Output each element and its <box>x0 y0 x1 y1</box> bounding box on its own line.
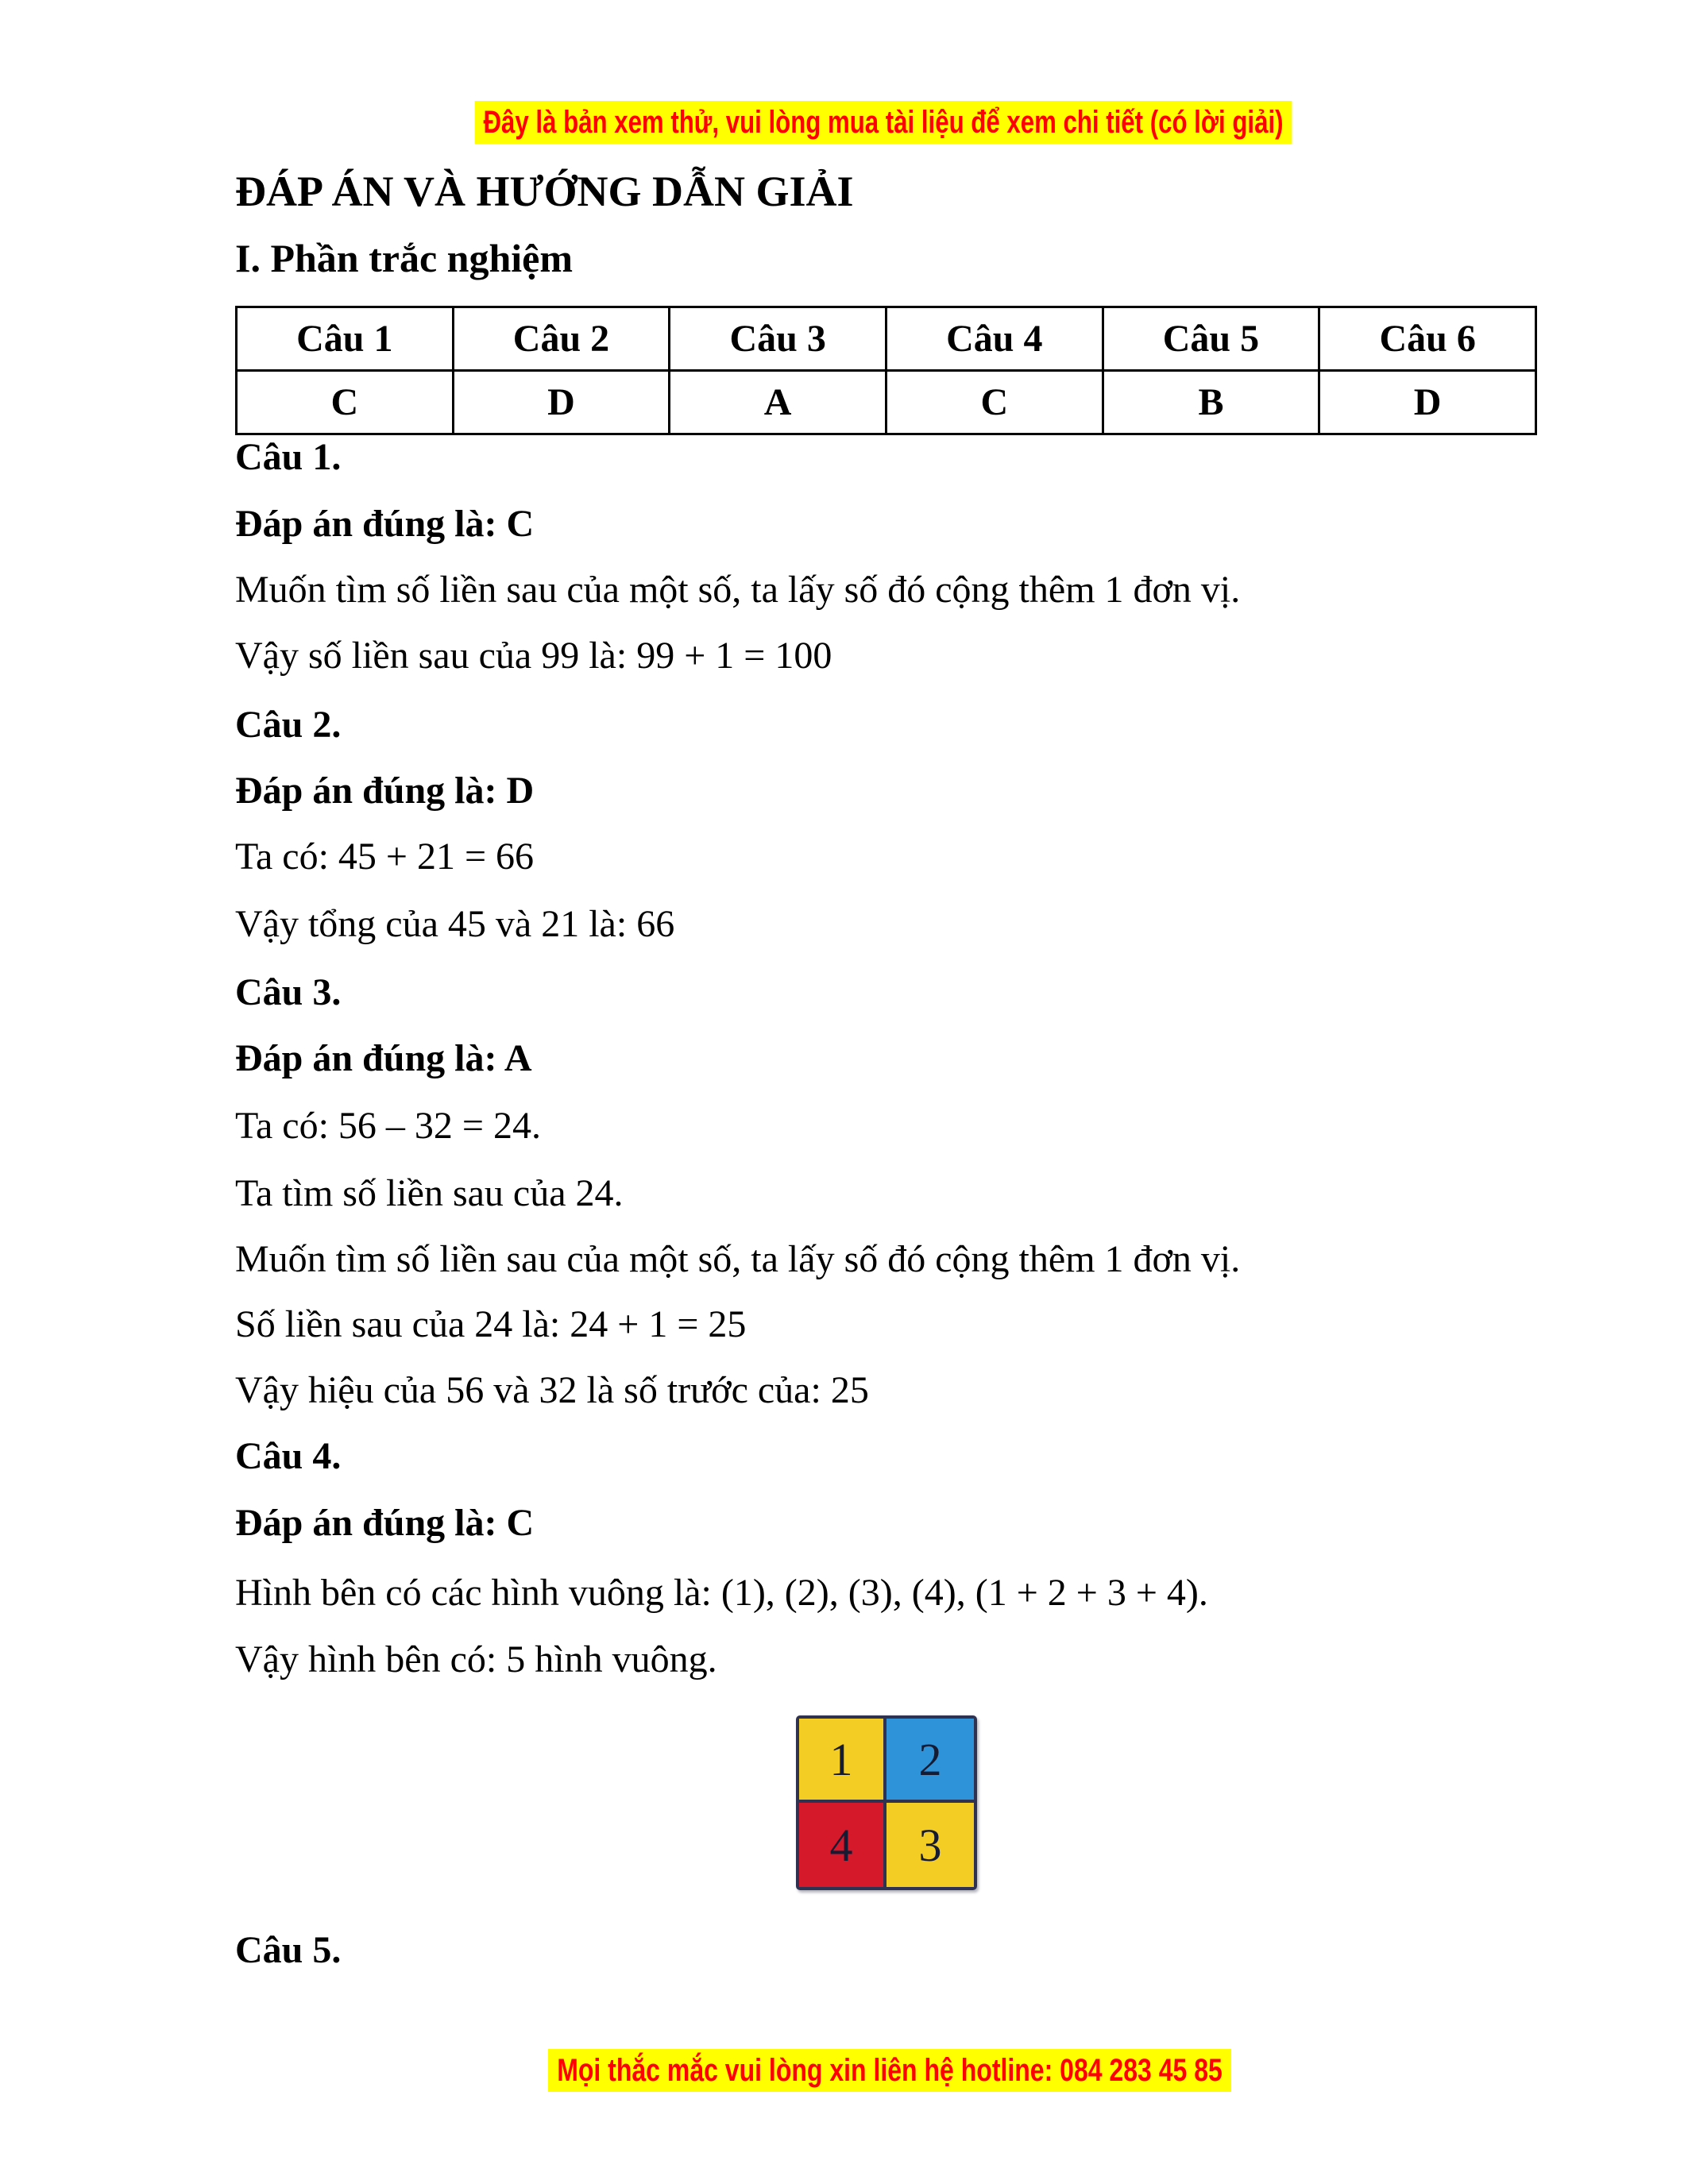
figure-cell-blue-2 <box>886 1719 974 1803</box>
solution-heading: Câu 5. <box>235 1929 342 1971</box>
solution-answer: Đáp án đúng là: C <box>235 503 535 545</box>
preview-banner: Đây là bản xem thử, vui lòng mua tài liệu để xem chi tiết (có lời giải) <box>475 101 1292 144</box>
solution-line: Ta có: 45 + 21 = 66 <box>235 835 535 878</box>
solution-heading: Câu 3. <box>235 971 342 1013</box>
answer-table-answer-cell: C <box>237 371 454 434</box>
answer-table <box>235 306 1537 435</box>
figure-cell-label: 1 <box>829 1733 853 1785</box>
figure-cell-label: 3 <box>918 1819 942 1871</box>
solution-line: Vậy số liền sau của 99 là: 99 + 1 = 100 <box>235 635 832 677</box>
solution-answer: Đáp án đúng là: D <box>235 770 535 812</box>
answer-table-header-cell: Câu 2 <box>453 307 670 371</box>
hotline-footer: Mọi thắc mắc vui lòng xin liên hệ hotline: 084 283 45 85 <box>548 2049 1231 2092</box>
answer-table-answer-cell: C <box>886 371 1103 434</box>
answer-table-answer-cell: B <box>1103 371 1319 434</box>
solution-line: Vậy tổng của 45 và 21 là: 66 <box>235 903 675 945</box>
answer-table-header-row <box>237 307 1536 371</box>
squares-figure <box>796 1715 977 1890</box>
figure-cell-yellow-3 <box>886 1803 974 1887</box>
figure-cell-label: 4 <box>829 1819 853 1871</box>
page-title: ĐÁP ÁN VÀ HƯỚNG DẪN GIẢI <box>235 168 854 215</box>
answer-table-header-cell: Câu 5 <box>1103 307 1319 371</box>
answer-table-answer-cell: D <box>1319 371 1536 434</box>
figure-cell-red-4 <box>799 1803 886 1887</box>
solution-line: Vậy hình bên có: 5 hình vuông. <box>235 1638 717 1680</box>
answer-table-answer-cell: A <box>670 371 886 434</box>
solution-line: Ta có: 56 – 32 = 24. <box>235 1105 541 1147</box>
solution-answer: Đáp án đúng là: A <box>235 1037 532 1079</box>
answer-table-header-cell: Câu 6 <box>1319 307 1536 371</box>
solution-line: Hình bên có các hình vuông là: (1), (2), (3), (4), (1 + 2 + 3 + 4). <box>235 1572 1208 1614</box>
answer-table-answer-cell: D <box>453 371 670 434</box>
answer-table-header-cell: Câu 1 <box>237 307 454 371</box>
solution-line: Muốn tìm số liền sau của một số, ta lấy số đó cộng thêm 1 đơn vị. <box>235 569 1241 611</box>
figure-cell-label: 2 <box>918 1733 942 1785</box>
solution-line: Số liền sau của 24 là: 24 + 1 = 25 <box>235 1303 747 1345</box>
solution-line: Ta tìm số liền sau của 24. <box>235 1172 624 1214</box>
solution-line: Muốn tìm số liền sau của một số, ta lấy số đó cộng thêm 1 đơn vị. <box>235 1238 1241 1280</box>
solution-heading: Câu 1. <box>235 436 342 478</box>
answer-table-header-cell: Câu 4 <box>886 307 1103 371</box>
solution-line: Vậy hiệu của 56 và 32 là số trước của: 25 <box>235 1369 869 1411</box>
figure-cell-yellow-1 <box>799 1719 886 1803</box>
answer-table-answer-row <box>237 371 1536 434</box>
section-heading: I. Phần trắc nghiệm <box>235 236 573 280</box>
solution-heading: Câu 2. <box>235 704 342 746</box>
solution-answer: Đáp án đúng là: C <box>235 1502 535 1544</box>
solution-heading: Câu 4. <box>235 1435 342 1477</box>
answer-table-header-cell: Câu 3 <box>670 307 886 371</box>
